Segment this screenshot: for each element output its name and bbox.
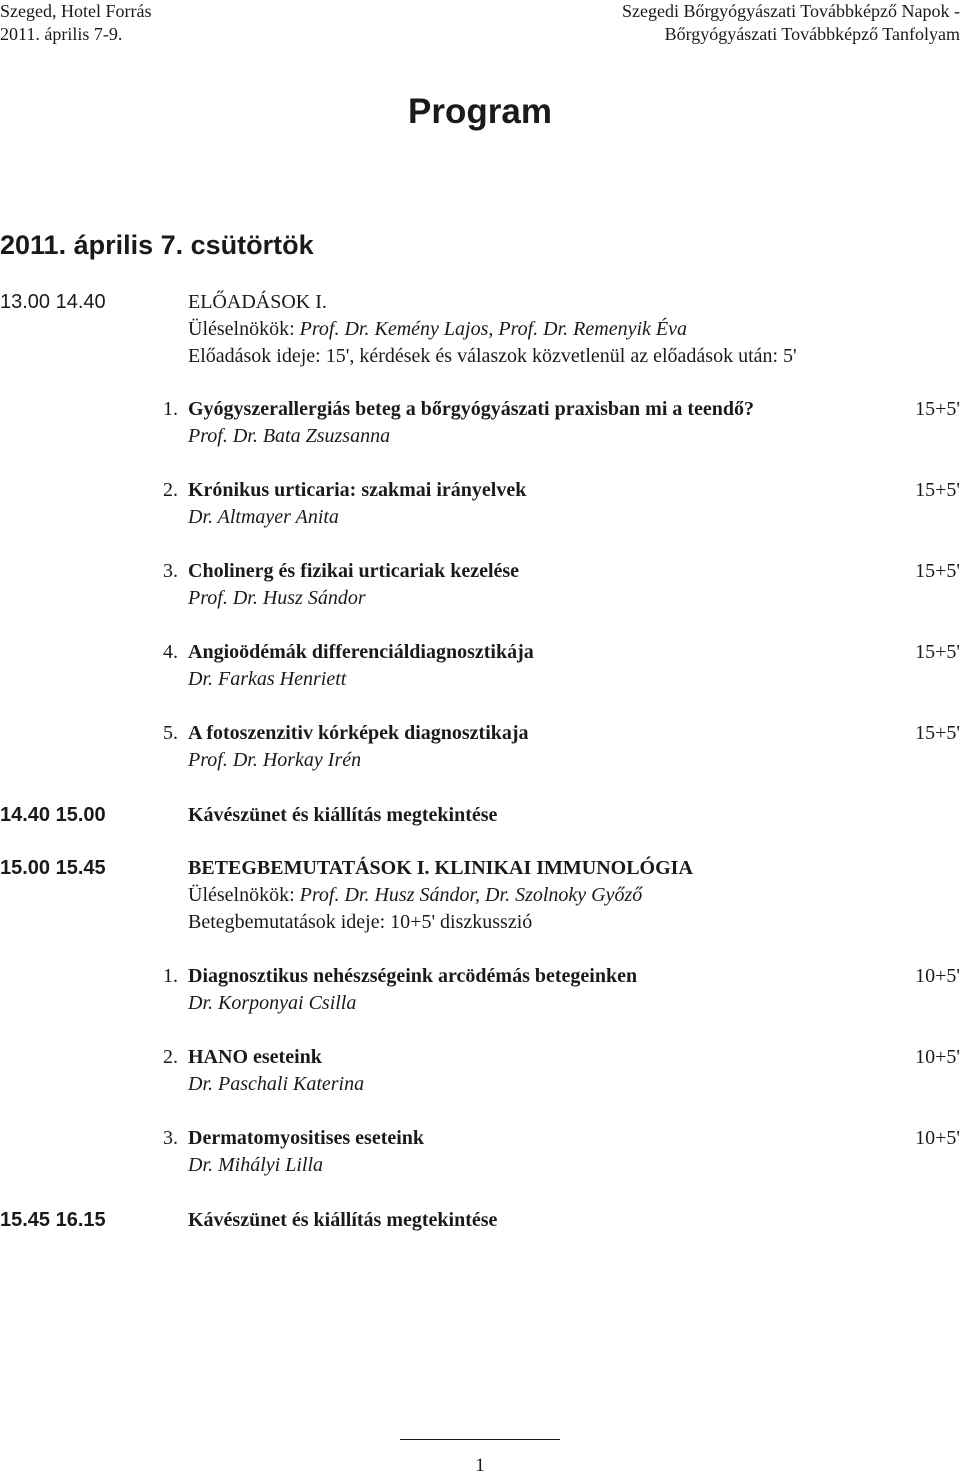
venue: Szeged, Hotel Forrás bbox=[0, 1, 152, 21]
footer-rule bbox=[400, 1439, 560, 1440]
chairs-label: Üléselnökök: bbox=[188, 884, 300, 906]
item-speaker: Dr. Farkas Henriett bbox=[188, 668, 347, 690]
item-title: Dermatomyositises eseteink bbox=[188, 1127, 425, 1149]
break-text: Kávészünet és kiállítás megtekintése bbox=[188, 1209, 498, 1231]
event-name: Szegedi Bőrgyógyászati Továbbképző Napok - bbox=[622, 1, 960, 21]
item-duration: 10+5' bbox=[915, 965, 960, 987]
break-time: 14.40 15.00 bbox=[0, 804, 106, 826]
item-duration: 15+5' bbox=[915, 641, 960, 663]
session-time: 13.00 14.40 bbox=[0, 291, 106, 313]
item-number: 4. bbox=[163, 641, 178, 663]
item-duration: 15+5' bbox=[915, 398, 960, 420]
item-title: Diagnosztikus nehészségeink arcödémás betegeinken bbox=[188, 965, 638, 987]
item-title: Krónikus urticaria: szakmai irányelvek bbox=[188, 479, 527, 501]
event-dates: 2011. április 7-9. bbox=[0, 24, 123, 44]
item-title: A fotoszenzitiv kórképek diagnosztikaja bbox=[188, 722, 529, 744]
item-speaker: Prof. Dr. Bata Zsuzsanna bbox=[188, 425, 391, 447]
item-speaker: Dr. Mihályi Lilla bbox=[188, 1154, 324, 1176]
day-heading: 2011. április 7. csütörtök bbox=[0, 230, 314, 260]
item-title: Cholinerg és fizikai urticariak kezelése bbox=[188, 560, 520, 582]
session-heading: BETEGBEMUTATÁSOK I. KLINIKAI IMMUNOLÓGIA bbox=[188, 857, 693, 879]
item-number: 1. bbox=[163, 398, 178, 420]
chairs-names: Prof. Dr. Kemény Lajos, Prof. Dr. Remenyik Éva bbox=[299, 318, 687, 340]
item-duration: 15+5' bbox=[915, 479, 960, 501]
session-note: Előadások ideje: 15', kérdések és válaszok közvetlenül az előadások után: 5' bbox=[188, 345, 797, 367]
item-number: 2. bbox=[163, 1046, 178, 1068]
session-note: Betegbemutatások ideje: 10+5' diszkusszió bbox=[188, 911, 533, 933]
item-duration: 10+5' bbox=[915, 1127, 960, 1149]
page-number: 1 bbox=[475, 1455, 485, 1476]
session-heading: ELŐADÁSOK I. bbox=[188, 291, 327, 313]
session-time: 15.00 15.45 bbox=[0, 857, 106, 879]
session-chairs bbox=[188, 882, 642, 908]
item-speaker: Prof. Dr. Husz Sándor bbox=[188, 587, 366, 609]
item-title: Angioödémák differenciáldiagnosztikája bbox=[188, 641, 534, 663]
item-speaker: Prof. Dr. Horkay Irén bbox=[188, 749, 362, 771]
item-duration: 10+5' bbox=[915, 1046, 960, 1068]
item-duration: 15+5' bbox=[915, 560, 960, 582]
item-speaker: Dr. Altmayer Anita bbox=[188, 506, 339, 528]
break-text: Kávészünet és kiállítás megtekintése bbox=[188, 804, 498, 826]
item-number: 1. bbox=[163, 965, 178, 987]
page-title: Program bbox=[408, 92, 552, 131]
item-title: Gyógyszerallergiás beteg a bőrgyógyászati praxisban mi a teendő? bbox=[188, 398, 755, 420]
item-number: 3. bbox=[163, 560, 178, 582]
item-number: 2. bbox=[163, 479, 178, 501]
item-number: 5. bbox=[163, 722, 178, 744]
item-duration: 15+5' bbox=[915, 722, 960, 744]
header-left bbox=[0, 0, 151, 46]
event-subtitle: Bőrgyógyászati Továbbképző Tanfolyam bbox=[664, 24, 960, 44]
session-chairs bbox=[188, 316, 687, 342]
item-title: HANO eseteink bbox=[188, 1046, 322, 1068]
item-speaker: Dr. Paschali Katerina bbox=[188, 1073, 365, 1095]
item-number: 3. bbox=[163, 1127, 178, 1149]
item-speaker: Dr. Korponyai Csilla bbox=[188, 992, 357, 1014]
header-right bbox=[622, 0, 960, 46]
break-time: 15.45 16.15 bbox=[0, 1209, 106, 1231]
chairs-names: Prof. Dr. Husz Sándor, Dr. Szolnoky Győző bbox=[299, 884, 643, 906]
chairs-label: Üléselnökök: bbox=[188, 318, 300, 340]
